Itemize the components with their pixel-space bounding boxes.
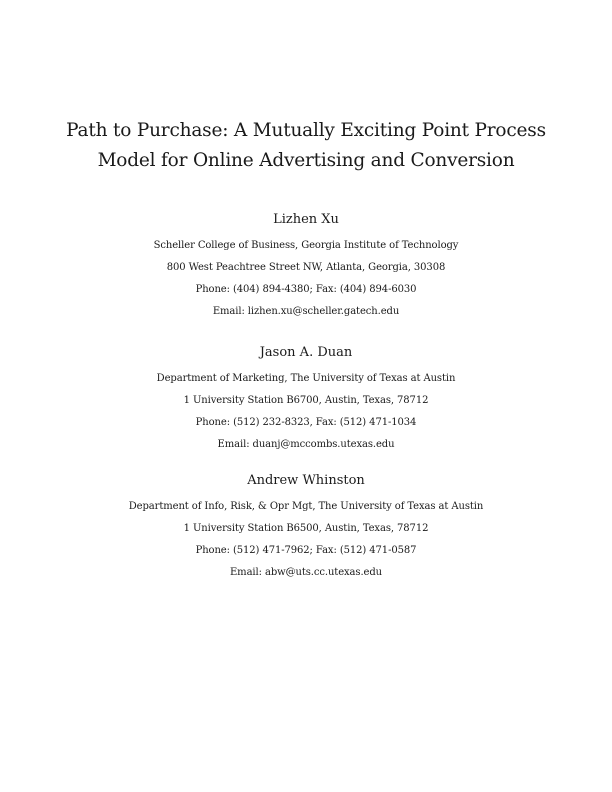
author-name: Lizhen Xu [273,212,339,227]
author-address: 1 University Station B6500, Austin, Texas, 78712 [183,523,429,534]
author-block-3 [0,472,612,584]
author-name: Jason A. Duan [259,345,353,360]
paper-title-line-1: Path to Purchase: A Mutually Exciting Point Process [66,120,546,141]
author-address: 1 University Station B6700, Austin, Texas, 78712 [183,395,429,406]
paper-title-line-2: Model for Online Advertising and Conversion [97,150,515,171]
author-phone: Phone: (512) 232-8323, Fax: (512) 471-1034 [195,417,417,428]
author-email: Email: lizhen.xu@scheller.gatech.edu [212,306,400,317]
author-block-2 [0,344,612,456]
author-block-1 [0,211,612,323]
author-phone: Phone: (404) 894-4380; Fax: (404) 894-6030 [195,284,417,295]
author-phone: Phone: (512) 471-7962; Fax: (512) 471-0587 [195,545,417,556]
author-address: 800 West Peachtree Street NW, Atlanta, Georgia, 30308 [166,262,446,273]
author-affiliation: Department of Marketing, The University of Texas at Austin [156,373,456,384]
author-email: Email: abw@uts.cc.utexas.edu [229,567,382,578]
author-affiliation: Department of Info, Risk, & Opr Mgt, The University of Texas at Austin [128,501,484,512]
paper-title [0,116,612,176]
author-email: Email: duanj@mccombs.utexas.edu [217,439,395,450]
author-affiliation: Scheller College of Business, Georgia Institute of Technology [153,240,459,251]
author-name: Andrew Whinston [247,473,365,488]
